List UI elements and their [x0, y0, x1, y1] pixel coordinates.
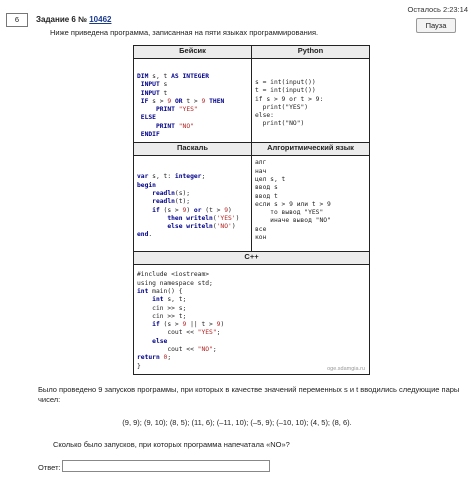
header-pascal: Паскаль	[134, 143, 252, 156]
answer-label: Ответ:	[38, 463, 61, 472]
task-prefix: Задание 6 №	[36, 15, 90, 24]
task-number-box: 6	[6, 13, 28, 27]
header-algo: Алгоритмический язык	[252, 143, 370, 156]
timer: Осталось 2:23:14	[407, 5, 468, 14]
input-pairs: (9, 9); (9, 10); (8, 5); (11, 6); (–11, 10); (–5, 9); (–10, 10); (4, 5); (8, 6).	[122, 418, 352, 427]
code-python: s = int(input()) t = int(input()) if s > 9 or t > 9: print("YES") else: print("NO")	[252, 59, 370, 143]
code-table	[133, 45, 370, 375]
pause-button[interactable]: Пауза	[416, 18, 456, 33]
code-pascal: var s, t: integer; begin readln(s); readln(t); if (s > 9) or (t > 9) then writeln('YES') else writeln('NO') end.	[134, 156, 252, 252]
code-basic: DIM s, t AS INTEGER INPUT s INPUT t IF s > 9 OR t > 9 THEN PRINT "YES" ELSE PRINT "NO" ENDIF	[134, 59, 252, 143]
code-algo: алг нач цел s, t ввод s ввод t если s > 9 или t > 9 то вывод "YES" иначе вывод "NO" все кон	[252, 156, 370, 252]
code-cpp: #include <iostream> using namespace std; int main() { int s, t; cin >> s; cin >> t; if (s > 9 || t > 9) cout << "YES"; else cout << "NO"; return 0; } oge.sdamgia.ru	[134, 265, 370, 375]
task-question: Сколько было запусков, при которых программа напечатала «NO»?	[53, 440, 290, 449]
task-title	[36, 15, 111, 24]
answer-input[interactable]	[62, 460, 270, 472]
task-intro: Было проведено 9 запусков программы, при которых в качестве значений переменных s и t вводились следующие пары чисел:	[38, 385, 460, 404]
task-id-link[interactable]: 10462	[89, 15, 112, 24]
header-python: Python	[252, 46, 370, 59]
header-cpp: C++	[134, 252, 370, 265]
watermark: oge.sdamgia.ru	[327, 365, 365, 372]
task-subtitle: Ниже приведена программа, записанная на пяти языках программирования.	[50, 28, 319, 37]
header-basic: Бейсик	[134, 46, 252, 59]
